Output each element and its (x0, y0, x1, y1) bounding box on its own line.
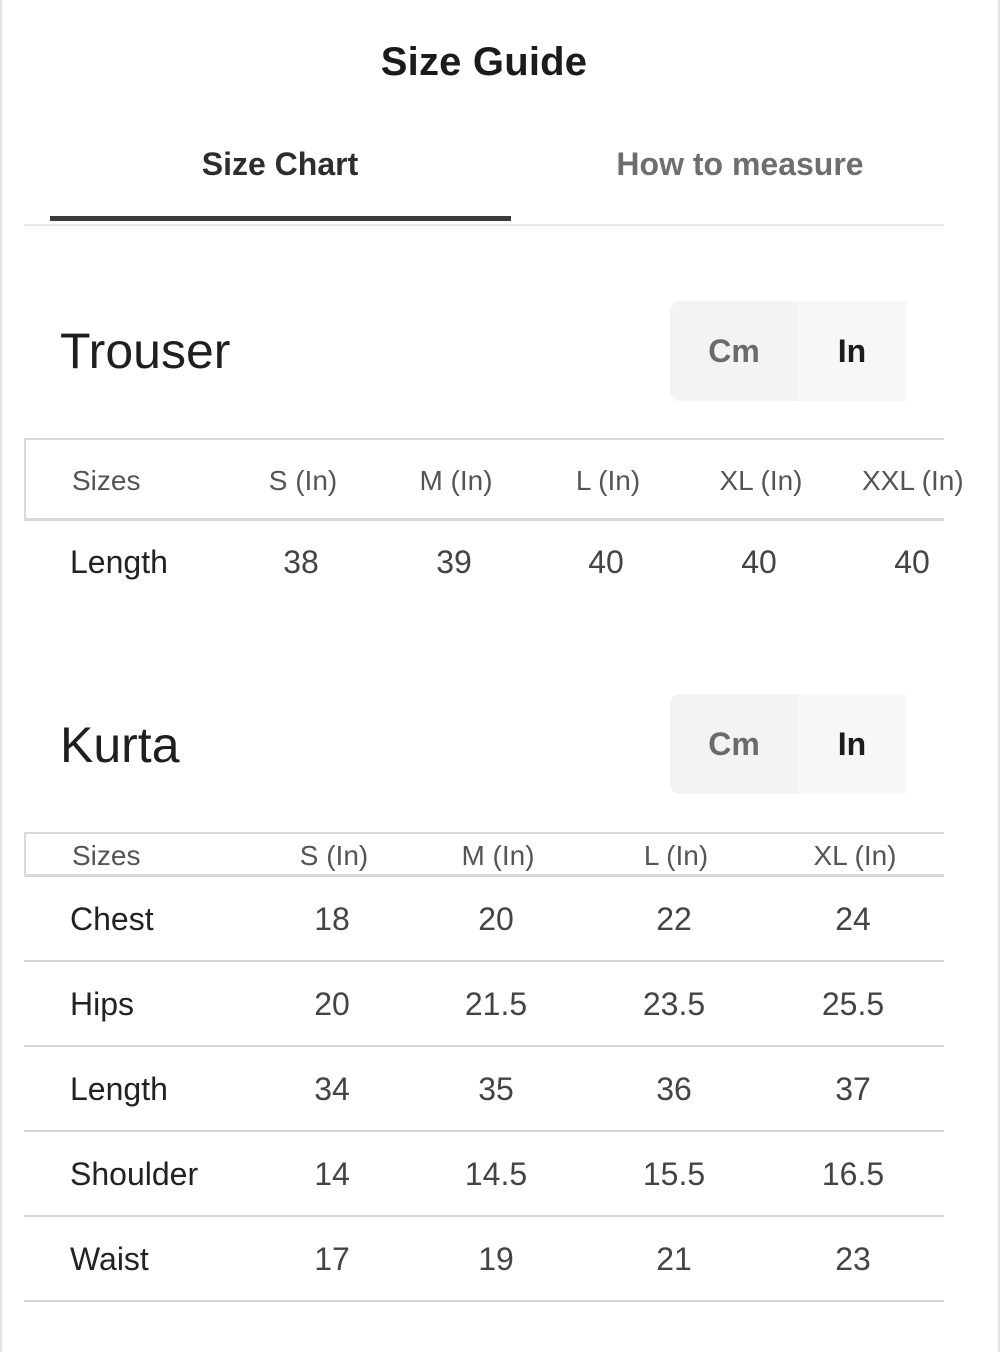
trouser-unit-in-button[interactable]: In (798, 301, 906, 401)
header-sizes: Sizes (72, 840, 141, 871)
header-l: L (In) (575, 465, 641, 496)
table-row (24, 877, 944, 962)
header-s: S (In) (268, 465, 338, 496)
header-sizes: Sizes (72, 465, 141, 496)
table-cell: 21.5 (464, 986, 528, 1022)
table-cell: 16.5 (821, 1156, 885, 1192)
table-cell: 40 (741, 544, 777, 580)
kurta-unit-cm-button[interactable]: Cm (708, 726, 760, 762)
table-cell: 24 (835, 901, 871, 937)
table-cell: 23.5 (642, 986, 706, 1022)
table-cell: 22 (656, 901, 692, 937)
header-m: M (In) (419, 465, 493, 496)
tab-how-to-measure[interactable]: How to measure (616, 146, 864, 182)
kurta-unit-toggle (670, 694, 906, 794)
table-cell: 34 (314, 1071, 350, 1107)
header-xl: XL (In) (813, 840, 897, 871)
table-cell: 14.5 (464, 1156, 528, 1192)
trouser-table-header (24, 438, 964, 521)
trouser-size-table (24, 438, 964, 608)
kurta-table-header (24, 832, 944, 877)
header-xl: XL (In) (719, 465, 803, 496)
table-row (24, 1047, 944, 1132)
table-cell: 17 (314, 1241, 350, 1277)
table-cell: 25.5 (821, 986, 885, 1022)
table-cell: 35 (478, 1071, 514, 1107)
table-cell: 38 (283, 544, 319, 580)
row-label: Length (70, 544, 168, 580)
table-cell: 14 (314, 1156, 350, 1192)
table-cell: 20 (314, 986, 350, 1022)
trouser-unit-toggle (670, 301, 906, 401)
header-m: M (In) (461, 840, 535, 871)
row-label: Hips (70, 986, 135, 1022)
table-cell: 15.5 (642, 1156, 706, 1192)
header-xxl: XXL (In) (862, 465, 964, 496)
table-row (24, 1132, 944, 1217)
page-title: Size Guide (380, 40, 588, 84)
table-cell: 37 (835, 1071, 871, 1107)
row-label: Waist (70, 1241, 149, 1277)
table-cell: 36 (656, 1071, 692, 1107)
table-cell: 40 (588, 544, 624, 580)
active-tab-indicator (50, 216, 511, 221)
table-cell: 39 (436, 544, 472, 580)
row-label: Chest (70, 901, 154, 937)
table-row (24, 962, 944, 1047)
table-cell: 18 (314, 901, 350, 937)
kurta-unit-in-button[interactable]: In (798, 694, 906, 794)
table-cell: 19 (478, 1241, 514, 1277)
row-label: Shoulder (70, 1156, 199, 1192)
header-l: L (In) (643, 840, 709, 871)
table-row (24, 1217, 944, 1302)
tab-size-chart[interactable]: Size Chart (201, 146, 359, 182)
kurta-section-title: Kurta (60, 717, 180, 773)
table-row (24, 521, 944, 605)
table-cell: 21 (656, 1241, 692, 1277)
header-s: S (In) (299, 840, 369, 871)
trouser-section-title: Trouser (60, 323, 231, 379)
table-cell: 23 (835, 1241, 871, 1277)
kurta-size-table (24, 832, 944, 1304)
trouser-unit-cm-button[interactable]: Cm (708, 333, 760, 369)
table-cell: 20 (478, 901, 514, 937)
tab-bar (24, 120, 944, 226)
row-label: Length (70, 1071, 168, 1107)
table-cell: 40 (894, 544, 930, 580)
